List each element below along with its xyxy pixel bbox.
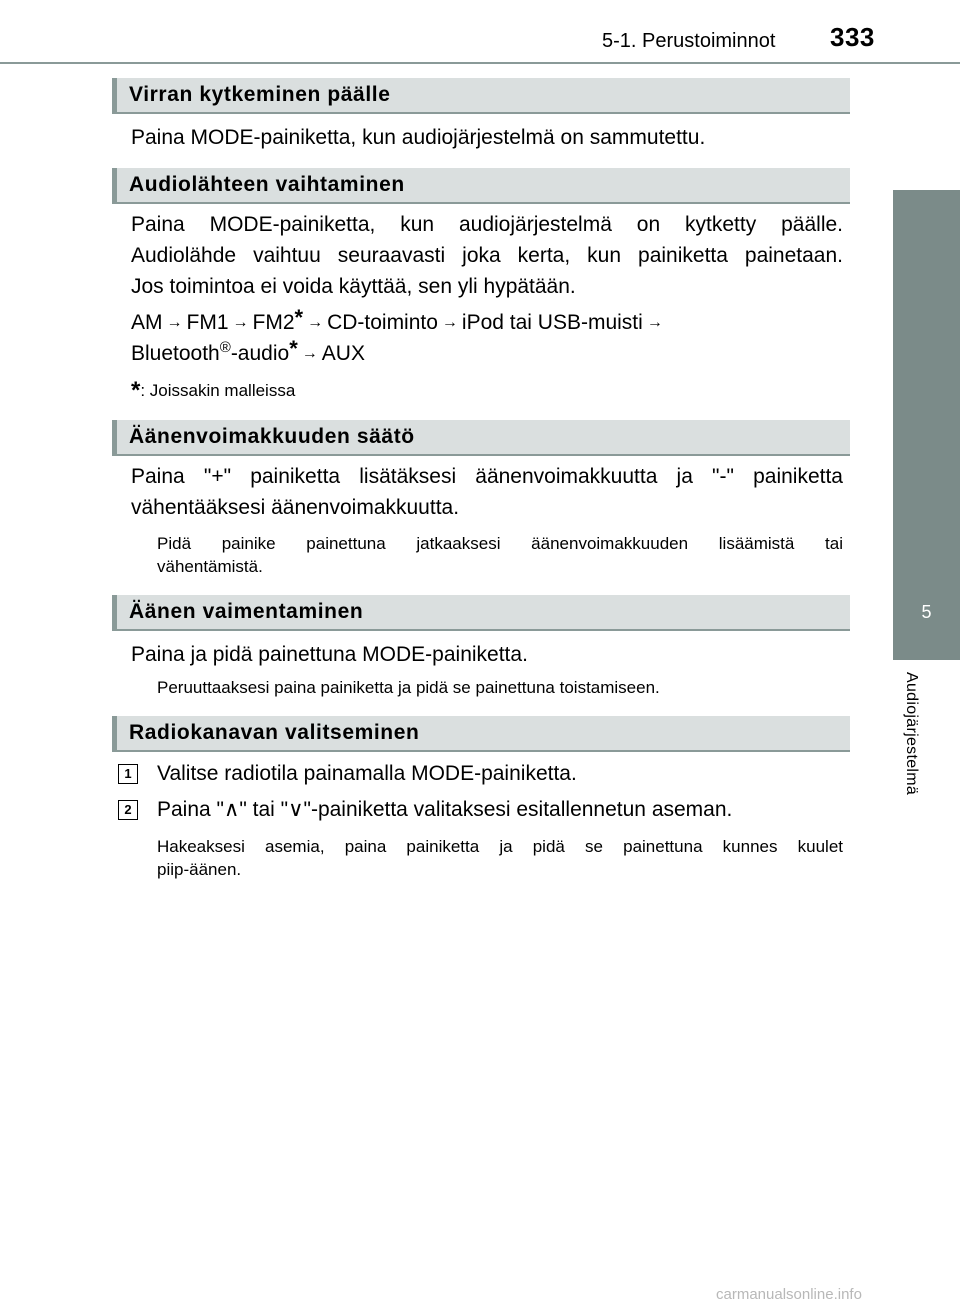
heading-radio xyxy=(112,716,850,752)
volume-line-2: vähentääksesi äänenvoimakkuutta. xyxy=(131,496,460,519)
volume-line-1: Paina "+" painiketta lisätäksesi äänenvoimakkuutta ja "-" painiketta xyxy=(131,465,843,488)
source-footnote xyxy=(131,377,295,405)
radio-small-line-1: Hakeaksesi asemia, paina painiketta ja pidä se painettuna kunnes kuulet xyxy=(157,837,843,856)
seq-ipod: iPod tai USB-muisti xyxy=(461,311,643,334)
registered-mark: ® xyxy=(219,339,231,356)
radio-small-line-2: piip-äänen. xyxy=(157,860,242,879)
chapter-label: Audiojärjestelmä xyxy=(903,672,920,796)
step-1-text: Valitse radiotila painamalla MODE-painiketta. xyxy=(157,762,577,785)
chapter-number: 5 xyxy=(921,602,932,622)
power-on-text: Paina MODE-painiketta, kun audiojärjestelmä on sammutettu. xyxy=(131,126,706,149)
heading-source xyxy=(112,168,850,204)
seq-am: AM xyxy=(131,311,163,334)
seq-bluetooth: Bluetooth xyxy=(131,342,220,365)
volume-small-line-2: vähentämistä. xyxy=(157,557,263,576)
heading-mute xyxy=(112,595,850,631)
asterisk-mark: * xyxy=(294,305,304,330)
watermark: carmanualsonline.info xyxy=(716,1286,862,1303)
heading-volume xyxy=(112,420,850,456)
page-number: 333 xyxy=(830,22,875,52)
source-line-1: Paina MODE-painiketta, kun audiojärjestelmä on kytketty päälle. xyxy=(131,213,843,236)
arrow-icon: → xyxy=(166,314,183,331)
heading-power-on xyxy=(112,78,850,114)
asterisk-mark: * xyxy=(289,336,298,361)
source-sequence-line-2 xyxy=(131,338,843,369)
arrow-icon: → xyxy=(307,314,324,331)
arrow-icon: → xyxy=(301,345,318,362)
step-2-text: Paina "∧" tai "∨"-painiketta valitaksesi esitallennetun aseman. xyxy=(157,798,733,821)
seq-fm1: FM1 xyxy=(186,311,229,334)
heading-radio-text: Radiokanavan valitseminen xyxy=(129,721,420,744)
arrow-icon: → xyxy=(646,314,663,331)
footnote-text: : Joissakin malleissa xyxy=(140,381,296,400)
header-rule xyxy=(0,62,960,64)
arrow-icon: → xyxy=(441,314,458,331)
seq-fm2: FM2 xyxy=(252,311,295,334)
asterisk-mark: * xyxy=(131,377,141,404)
arrow-icon: → xyxy=(232,314,249,331)
source-line-2: Audiolähde vaihtuu seuraavasti joka kerta, kun painiketta painetaan. xyxy=(131,244,843,267)
seq-bluetooth-suffix: -audio xyxy=(230,342,290,365)
heading-source-text: Audiolähteen vaihtaminen xyxy=(129,173,405,196)
step-2-badge: 2 xyxy=(118,800,138,820)
seq-aux: AUX xyxy=(321,342,365,365)
heading-volume-text: Äänenvoimakkuuden säätö xyxy=(129,425,415,448)
mute-text: Paina ja pidä painettuna MODE-painiketta. xyxy=(131,643,528,666)
section-title: 5-1. Perustoiminnot xyxy=(602,30,776,52)
source-line-3: Jos toimintoa ei voida käyttää, sen yli hypätään. xyxy=(131,275,576,298)
heading-mute-text: Äänen vaimentaminen xyxy=(129,600,364,623)
mute-small: Peruuttaaksesi paina painiketta ja pidä se painettuna toistamiseen. xyxy=(157,678,660,697)
step-1-badge: 1 xyxy=(118,764,138,784)
chapter-tab xyxy=(893,190,960,660)
heading-power-on-text: Virran kytkeminen päälle xyxy=(129,83,391,106)
source-sequence-line-1 xyxy=(131,307,843,338)
volume-small-line-1: Pidä painike painettuna jatkaaksesi äänenvoimakkuuden lisäämistä tai xyxy=(157,534,843,553)
seq-cd: CD-toiminto xyxy=(327,311,438,334)
